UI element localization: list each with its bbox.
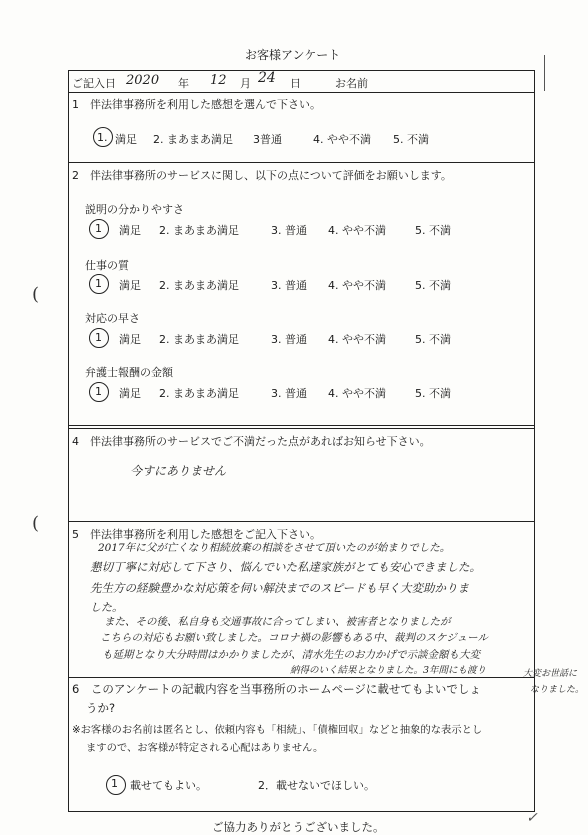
q6-note-line-1: ※お客様のお名前は匿名とし、依頼内容も「相続」、「債権回収」などと抽象的な表示とし [72, 724, 483, 736]
name-label: お名前 [335, 77, 368, 90]
date-label: ご記入日 [72, 77, 116, 90]
divider-q1 [68, 162, 535, 163]
q2-item-1-opt-5[interactable]: 5. 不満 [415, 224, 451, 237]
q4-answer[interactable]: 今すにありません [130, 464, 227, 478]
margin-stroke [544, 55, 545, 91]
q2-item-1-opt-2[interactable]: 2. まあまあ満足 [159, 224, 239, 237]
q5-answer-line-3[interactable]: 先生方の経験豊かな対応策を伺い解決までのスピードも早く大変助かりま [90, 581, 470, 595]
q5-text: 5 伴法律事務所を利用した感想をご記入下さい。 [72, 528, 321, 541]
q5-margin-note-1[interactable]: 大変お世話に [523, 669, 578, 679]
divider-q4 [68, 521, 535, 522]
q2-item-3-opt-5[interactable]: 5. 不満 [415, 333, 451, 346]
q5-answer-line-5[interactable]: また、その後、私自身も交通事故に合ってしまい、被害者となりましたが [104, 616, 451, 628]
form-title: お客様アンケート [245, 48, 341, 62]
q2-item-4-opt-4[interactable]: 4. やや不満 [328, 387, 386, 400]
q5-answer-line-4[interactable]: した。 [90, 601, 123, 614]
q2-item-4-opt-1[interactable]: 満足 [119, 387, 141, 400]
q2-item-3-opt-4[interactable]: 4. やや不満 [328, 333, 386, 346]
margin-check-mark: ✓ [526, 810, 538, 826]
footer-thanks: ご協力ありがとうございました。 [212, 820, 385, 834]
q1-option-4[interactable]: 4. やや不満 [313, 133, 371, 146]
q2-item-4-opt-3[interactable]: 3. 普通 [271, 387, 307, 400]
q2-item-2-opt-4[interactable]: 4. やや不満 [328, 279, 386, 292]
q2-item-2-opt-2[interactable]: 2. まあまあ満足 [159, 279, 239, 292]
q1-option-2[interactable]: 2. まあまあ満足 [153, 133, 233, 146]
q5-answer-line-2[interactable]: 懇切丁寧に対応して下さり、悩んでいた私達家族がとても安心できました。 [90, 560, 481, 574]
q2-item-2-opt-1-num[interactable]: 1 [95, 277, 102, 290]
q2-item-label-3: 対応の早さ [85, 312, 140, 325]
q2-item-2-opt-3[interactable]: 3. 普通 [271, 279, 307, 292]
q2-item-label-1: 説明の分かりやすさ [85, 203, 184, 216]
q2-item-3-opt-2[interactable]: 2. まあまあ満足 [159, 333, 239, 346]
q2-item-4-opt-1-num[interactable]: 1 [95, 385, 102, 398]
day-value[interactable]: 24 [258, 70, 276, 86]
q2-text: 2 伴法律事務所のサービスに関し、以下の点について評価をお願いします。 [72, 169, 452, 182]
q2-item-4-opt-2[interactable]: 2. まあまあ満足 [159, 387, 239, 400]
punch-mark-top: ( [32, 284, 40, 305]
q1-option-1[interactable]: 満足 [115, 133, 137, 146]
year-value[interactable]: 2020 [126, 73, 160, 88]
divider-header [68, 92, 535, 93]
q2-item-3-opt-1-num[interactable]: 1 [95, 331, 102, 344]
q6-option-1[interactable]: 載せてもよい。 [130, 779, 207, 792]
q1-option-5[interactable]: 5. 不満 [393, 133, 429, 146]
q2-item-1-opt-1[interactable]: 満足 [119, 224, 141, 237]
q2-item-4-opt-5[interactable]: 5. 不満 [415, 387, 451, 400]
q2-item-2-opt-1[interactable]: 満足 [119, 279, 141, 292]
q5-answer-line-1[interactable]: 2017年に父が亡くなり相続放棄の相談をさせて頂いたのが始まりでした。 [98, 542, 451, 554]
q1-text: 1 伴法律事務所を利用した感想を選んで下さい。 [72, 98, 321, 111]
divider-q2-double [68, 428, 535, 429]
q2-item-2-opt-5[interactable]: 5. 不満 [415, 279, 451, 292]
q6-option-1-num[interactable]: 1 [111, 777, 118, 790]
q5-margin-note-2[interactable]: なりました。 [530, 685, 585, 695]
month-value[interactable]: 12 [210, 73, 227, 88]
q6-text-line-2: うか? [86, 701, 116, 715]
q2-item-1-opt-4[interactable]: 4. やや不満 [328, 224, 386, 237]
q2-item-3-opt-1[interactable]: 満足 [119, 333, 141, 346]
q6-option-2[interactable]: 2．載せないでほしい。 [258, 779, 375, 792]
q5-answer-line-7[interactable]: も延期となり大分時間はかかりましたが、清水先生のお力かげで示談金額も大変 [102, 649, 480, 661]
month-label: 月 [240, 77, 251, 90]
punch-mark-bottom: ( [32, 513, 40, 534]
q4-text: 4 伴法律事務所のサービスでご不満だった点があればお知らせ下さい。 [72, 435, 431, 448]
q1-option-3[interactable]: 3普通 [253, 133, 282, 146]
q1-option-1-num[interactable]: 1. [97, 131, 108, 144]
q2-item-1-opt-3[interactable]: 3. 普通 [271, 224, 307, 237]
q6-text-line-1: 6 このアンケートの記載内容を当事務所のホームページに載せてもよいでしょ [72, 682, 481, 696]
year-label: 年 [178, 77, 189, 90]
day-label: 日 [290, 77, 301, 90]
q2-item-label-2: 仕事の質 [85, 259, 129, 272]
q5-answer-line-8[interactable]: 納得のいく結果となりました。3年間にも渡り [290, 665, 487, 676]
q6-note-line-2: ますので、お客様が特定される心配はありません。 [86, 742, 324, 754]
divider-q2 [68, 425, 535, 426]
q2-item-1-opt-1-num[interactable]: 1 [95, 222, 102, 235]
q5-answer-line-6[interactable]: こちらの対応もお願い致しました。コロナ禍の影響もある中、裁判のスケジュール [100, 632, 488, 644]
q2-item-3-opt-3[interactable]: 3. 普通 [271, 333, 307, 346]
divider-q5 [68, 677, 535, 678]
q2-item-label-4: 弁護士報酬の金額 [85, 366, 173, 379]
